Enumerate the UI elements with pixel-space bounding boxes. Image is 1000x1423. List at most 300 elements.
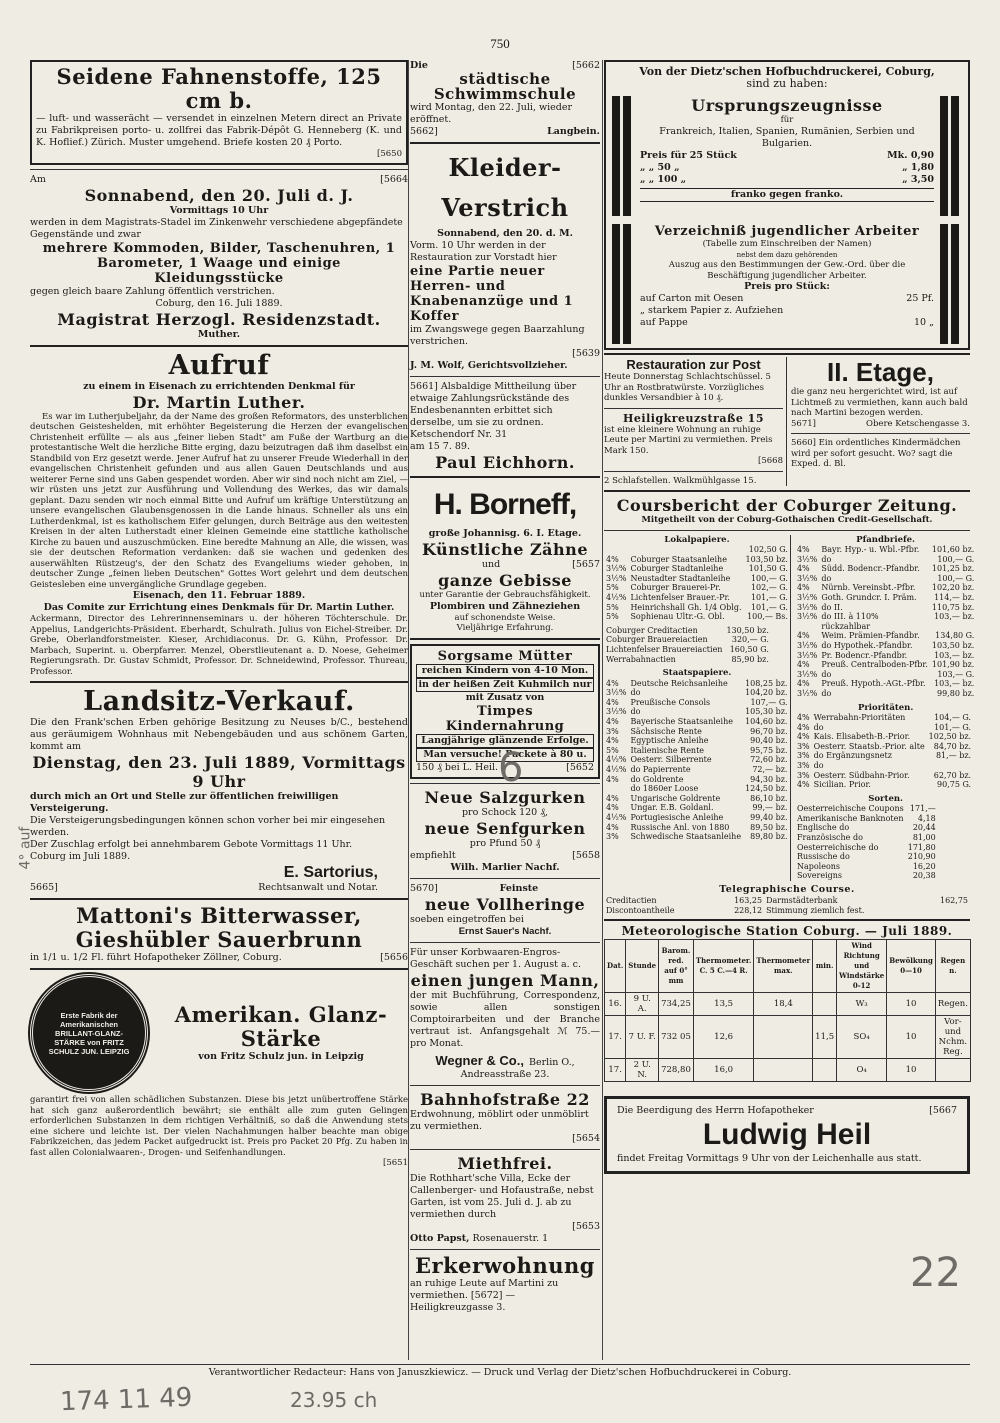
table-cell: 163,25 <box>734 896 763 905</box>
ad-text: an ruhige Leute auf Martini zu vermiethen. [5672] — Heiligkreuzgasse 3. <box>410 1277 559 1313</box>
ad-text: empfiehlt <box>410 849 456 861</box>
table-cell: Egyptische Anleihe <box>630 736 709 746</box>
table-row <box>795 564 976 574</box>
ad-aufruf <box>30 351 408 678</box>
table-cell: do <box>821 573 832 583</box>
table-cell: 4% <box>606 736 619 746</box>
ad-number: 5662] <box>410 126 438 137</box>
table-cell: 20,38 <box>912 871 936 881</box>
table-row <box>604 775 789 785</box>
ad-heiligkreuzstrasse <box>604 413 783 467</box>
ad-small: Feinste <box>499 882 539 894</box>
table-row <box>604 603 790 613</box>
ad-address: Rosenauerstr. 1 <box>472 1232 549 1244</box>
ad-text: Erdwohnung, möblirt oder unmöblirt zu vermiethen. <box>410 1108 589 1132</box>
table-row <box>795 761 973 771</box>
table-row <box>604 832 789 842</box>
ad-text: Plombiren und Zähneziehen <box>429 600 581 612</box>
ad-line: reichen Kindern von 4-10 Mon. <box>416 664 594 678</box>
table-row <box>604 698 789 708</box>
ad-number: 5665] <box>30 882 58 893</box>
table-cell: Discontoantheile <box>606 905 675 915</box>
ad-subtitle: zu einem in Eisenach zu errichtenden Denkmal für <box>83 380 355 392</box>
table-row <box>604 655 771 665</box>
table-cell: Pr. Bodencr.-Pfandbr. <box>821 650 908 660</box>
factory-seal-icon <box>30 974 148 1092</box>
table-cell: 16,0 <box>693 1059 754 1082</box>
table-row <box>795 771 973 781</box>
table-row <box>795 660 976 670</box>
ad-hofbuchdruckerei <box>604 60 970 350</box>
ad-date: Dienstag, den 23. Juli 1889, Vormittags 9 Uhr <box>32 753 406 791</box>
ad-wegner <box>410 947 600 1081</box>
table-cell <box>921 906 970 916</box>
table-cell: Bayr. Hyp.- u. Wbl.-Pfbr. <box>821 545 920 554</box>
table-row <box>795 814 938 824</box>
table-cell: 100,— Bs. <box>747 612 788 622</box>
ad-und: und <box>481 559 501 570</box>
table-cell: 16. <box>605 993 626 1016</box>
price-value: 25 Pf. <box>906 293 934 304</box>
table-cell: 12,6 <box>693 1016 754 1059</box>
table-cell: Coburger Creditactien <box>606 625 698 635</box>
table-cell: Sovereigns <box>796 871 842 881</box>
pencil-note: 6 <box>498 745 524 791</box>
table-cell: do 1860er Loose <box>630 784 699 794</box>
table-cell: 89,80 bz. <box>750 832 788 842</box>
table-cell: 4% <box>796 679 810 689</box>
table-header-cell: Wind Richtung und Windstärke 0-12 <box>837 940 887 993</box>
ad-text: Der Zuschlag erfolgt bei annehmbarem Gebote Vormittags 11 Uhr. <box>30 839 353 850</box>
table-cell: 104,60 bz. <box>745 717 788 726</box>
ad-title: Erkerwohnung <box>415 1252 595 1278</box>
table-cell: Coburger Stadtanleihe <box>630 564 724 574</box>
ad-text: Vorm. 10 Uhr werden in der Restauration zur Vorstadt hier <box>410 240 557 263</box>
ad-title: Verzeichniß jugendlicher Arbeiter <box>654 224 920 239</box>
table-cell: Russische do <box>796 852 850 862</box>
table-cell: 162,75 <box>940 896 968 905</box>
table-cell: W₃ <box>837 993 887 1016</box>
ad-landsitz <box>30 687 408 894</box>
ad-number: [5658 <box>572 849 600 861</box>
ad-number: [5650 <box>377 149 402 159</box>
table-row <box>795 742 973 752</box>
table-cell: 210,90 <box>907 852 936 862</box>
table-row <box>795 622 976 632</box>
price-row <box>640 150 934 162</box>
ad-glanzstaerke <box>30 974 408 1092</box>
table-cell: Preuß. Hypoth.-AGt.-Pfbr. <box>821 679 926 689</box>
table-cell <box>927 761 973 771</box>
prio-table <box>795 713 973 790</box>
table-row <box>604 765 789 775</box>
ad-address: Andreasstraße 23. <box>460 1068 550 1080</box>
table-cell: 3½% <box>796 640 818 650</box>
ad-miethfrei <box>410 1154 600 1245</box>
ad-number: [5653 <box>572 1220 600 1232</box>
price-value: Mk. 0,90 <box>887 149 934 161</box>
table-cell: 4½% <box>606 755 627 765</box>
price-label: auf Pappe <box>640 317 688 328</box>
ad-fahnenstoffe <box>30 60 408 165</box>
ad-intro: Die Beerdigung des Herrn Hofapotheker <box>617 1105 814 1117</box>
table-cell: 101,90 bz. <box>931 660 975 670</box>
ad-price: pro Pfund 50 ₰ <box>469 837 541 849</box>
ad-title: Mattoni's Bitterwasser, <box>76 903 362 928</box>
decorative-bars <box>612 224 634 344</box>
table-cell: 100,— G. <box>750 573 788 583</box>
table-cell: 96,70 bz. <box>750 726 788 736</box>
table-cell: 94,30 bz. <box>750 774 788 784</box>
table-header-cell: Bewölkung 0—10 <box>887 940 936 993</box>
ad-line: 150 ₰ bei L. Heil. <box>416 761 499 773</box>
ad-title: Restauration zur Post <box>626 357 761 372</box>
ad-line: mit Zusatz von <box>465 691 545 703</box>
table-row <box>795 593 976 603</box>
table-cell: 101,60 bz. <box>931 545 975 554</box>
table-row <box>795 751 973 761</box>
ad-title: neue Vollheringe <box>424 894 586 914</box>
table-cell: 104,— G. <box>934 713 972 722</box>
ad-date: am 15 7. 89. <box>410 441 470 452</box>
table-cell: 99,— bz. <box>752 803 788 813</box>
table-cell: 732 05 <box>659 1016 694 1059</box>
table-cell: 3½% <box>796 612 818 622</box>
table-row <box>604 555 790 565</box>
ad-sub: (Tabelle zum Einschreiben der Namen) <box>702 239 872 249</box>
table-header-cell: Thermometer max. <box>754 940 813 993</box>
decorative-bars <box>612 96 634 216</box>
column-rule-2 <box>602 60 603 1360</box>
ad-name: Otto Papst, <box>410 1232 470 1244</box>
table-cell: Italienische Rente <box>630 745 705 755</box>
table-cell: Heinrichshall Gh. 1/4 Oblg. <box>630 602 742 612</box>
price-list <box>640 150 934 186</box>
table-row <box>795 670 976 680</box>
table-row <box>795 833 938 843</box>
table-cell: Preußische Consols <box>630 697 711 707</box>
ad-title: II. Etage, <box>827 357 934 387</box>
table-cell: 3½% <box>606 707 627 717</box>
table-cell: 4% <box>796 545 810 554</box>
table-cell: Oesterr. Silberrente <box>630 755 712 765</box>
ad-name: Wegner & Co., <box>435 1052 524 1068</box>
ad-name: Paul Eichhorn. <box>435 453 575 472</box>
table-cell: Stimmung ziemlich fest. <box>766 905 865 915</box>
ad-title: Heiligkreuzstraße 15 <box>623 411 764 425</box>
table-cell: 18,4 <box>754 993 813 1016</box>
ad-head: ganze Gebisse <box>438 571 572 590</box>
ad-text: gegen gleich baare Zahlung öffentlich verstrichen. <box>30 285 275 297</box>
ad-name: Muther. <box>197 328 241 340</box>
table-cell: 3½% <box>606 564 627 574</box>
table-cell: Coburger Brauereiactien <box>606 635 708 645</box>
ad-maker: von Fritz Schulz jun. in Leipzig <box>198 1051 364 1062</box>
table-cell: Goth. Grundcr. I. Präm. <box>821 592 917 602</box>
table-row <box>795 555 976 565</box>
ad-bahnhofstrasse <box>410 1090 600 1145</box>
table-cell: 103,— bz. <box>934 650 975 660</box>
table-row <box>604 545 790 555</box>
table-cell: 3½% <box>796 650 818 660</box>
table-cell: 3% <box>606 832 619 842</box>
table-cell: SO₄ <box>837 1016 887 1059</box>
table-cell: 17. <box>605 1059 626 1082</box>
section-title: Pfandbriefe. <box>856 534 916 545</box>
table-cell: 9 U. A. <box>626 993 659 1016</box>
ad-text: unter Garantie der Gebrauchsfähigkeit. <box>419 590 591 600</box>
price-label: auf Carton mit Oesen <box>640 293 744 304</box>
ad-title: Neue Salzgurken <box>424 787 586 807</box>
table-row <box>604 727 789 737</box>
table-cell: Kais. Elisabeth-B.-Prior. <box>813 732 911 742</box>
ad-number: [5651 <box>383 1158 408 1168</box>
ad-eichhorn <box>410 381 600 472</box>
table-cell: 4% <box>796 631 810 641</box>
ad-title: H. Borneff, <box>433 488 577 521</box>
ad-items: mehrere Kommoden, Bilder, Taschenuhren, 1 Barometer, 1 Waage und einige Kleidungsstücke <box>42 240 396 286</box>
ad-text: im Zwangswege gegen Baarzahlung verstrichen. <box>410 324 585 347</box>
table-cell: 101,50 G. <box>748 564 788 574</box>
table-row <box>795 631 976 641</box>
table-cell: do III. à 110% <box>821 612 879 622</box>
ad-title: Gieshübler Sauerbrunn <box>75 927 363 952</box>
table-cell: 3½% <box>606 688 627 698</box>
price-value: „ 3,50 <box>902 173 934 185</box>
table-cell: 5% <box>606 602 619 612</box>
table-cell <box>813 993 837 1016</box>
ad-schlafstellen: 2 Schlafstellen. Walkmühlgasse 15. <box>604 475 757 486</box>
table-cell: 16,20 <box>912 861 936 871</box>
price-value: 10 „ <box>913 317 934 328</box>
ad-fuer: für <box>780 115 794 125</box>
table-row <box>604 593 790 603</box>
table-cell: 84,70 bz. <box>933 741 972 751</box>
table-row <box>795 612 976 622</box>
table-row <box>604 906 970 916</box>
ad-erkerwohnung <box>410 1254 600 1314</box>
ad-city: Berlin O., <box>529 1056 575 1068</box>
table-cell: do <box>630 707 641 717</box>
table-cell: Darmstädterbank <box>766 896 838 905</box>
table-cell: Oesterr. Südbahn-Prior. <box>813 770 910 780</box>
ad-name: Ernst Sauer's Nachf. <box>458 925 552 937</box>
ad-date: Sonnabend, den 20. d. M. <box>437 228 573 239</box>
table-cell: 3½% <box>796 669 818 679</box>
table-cell: 4% <box>796 732 810 742</box>
table-cell: Ungar. E.B. Goldanl. <box>630 803 714 813</box>
table-cell: 4% <box>796 713 810 722</box>
table-row <box>604 707 789 717</box>
ad-place: Ketschendorf Nr. 31 <box>410 429 508 440</box>
table-header-cell: min. <box>813 940 837 993</box>
table-cell: 104,20 bz. <box>745 688 788 698</box>
ad-head: Künstliche Zähne <box>422 540 588 559</box>
table-cell: 90,40 bz. <box>750 736 788 746</box>
table-cell: 734,25 <box>659 993 694 1016</box>
ad-title: Ursprungszeugnisse <box>691 96 883 115</box>
ad-sub: Preis pro Stück: <box>744 281 830 292</box>
table-row <box>604 626 771 636</box>
ad-number: [5662 <box>572 60 600 71</box>
table-cell <box>935 1059 970 1082</box>
table-cell: 103,— G. <box>937 669 975 679</box>
table-cell: Oesterr. Staatsb.-Prior. alte <box>813 741 925 751</box>
table-cell: 4% <box>606 822 619 832</box>
ad-items: eine Partie neuer Herren- und Knabenanzüge und 1 Koffer <box>410 264 574 324</box>
coursbericht <box>604 496 975 915</box>
ad-etage <box>791 357 970 429</box>
ad-restauration <box>604 357 783 404</box>
table-cell: 103,50 bz. <box>931 640 975 650</box>
table-cell: Nürnb. Vereinsbt.-Pfbr. <box>821 583 916 593</box>
seal-text: Erste Fabrik der Amerikanischen BRILLANT-GLANZ-STÄRKE von FRITZ SCHULZ JUN. LEIPZIG <box>48 1010 130 1056</box>
ad-address: große Johannisg. 6. I. Etage. <box>428 528 582 539</box>
table-cell: Vor- und Nchm. Reg. <box>935 1016 970 1059</box>
table-cell: 228,12 <box>734 905 763 915</box>
table-cell: 134,80 G. <box>935 631 975 641</box>
ad-title: neue Senfgurken <box>424 818 586 838</box>
table-row <box>604 803 789 813</box>
table-row <box>795 804 938 814</box>
ad-number: [5639 <box>572 348 600 359</box>
table-cell: 4% <box>796 780 810 790</box>
table-row <box>604 645 771 655</box>
column-middle <box>410 60 600 1317</box>
table-row <box>795 603 976 613</box>
table-cell: 101,— G. <box>750 592 788 602</box>
ad-address: Obere Ketschengasse 3. <box>866 418 970 429</box>
ad-franko: franko gegen franko. <box>640 188 934 202</box>
ad-name: Wilh. Marlier Nachf. <box>450 861 560 873</box>
table-row <box>604 746 789 756</box>
table-header-cell: Regen n. <box>935 940 970 993</box>
table-cell: 85,90 bz. <box>731 654 769 664</box>
table-row <box>795 780 973 790</box>
table-cell: Deutsche Reichsanleihe <box>630 678 728 688</box>
table-cell <box>604 545 628 555</box>
table-row <box>795 871 938 881</box>
ad-schwimmschule <box>410 60 600 138</box>
table-cell: 108,25 bz. <box>745 678 788 688</box>
table-row <box>604 736 789 746</box>
table-cell <box>813 1059 837 1082</box>
table-row <box>795 823 938 833</box>
table-cell: 95,75 bz. <box>750 745 788 755</box>
table-header-cell: Thermometer. C. 5 C.—4 R. <box>693 940 754 993</box>
table-row <box>795 574 976 584</box>
price-label: „ „ 100 „ <box>640 173 687 185</box>
table-row <box>604 784 789 794</box>
table-cell: Coburger Staatsanleihe <box>630 554 727 564</box>
ad-number: [5667 <box>929 1105 957 1117</box>
table-cell: Regen. <box>935 993 970 1016</box>
ad-auction <box>30 174 408 341</box>
ad-line: in der heißen Zeit Kuhmilch nur <box>416 678 594 692</box>
column-left <box>30 60 408 1169</box>
table-header-cell: Stunde <box>626 940 659 993</box>
ad-title: städtische Schwimmschule <box>433 70 577 103</box>
table-cell: 17. <box>605 1016 626 1059</box>
table-cell: do Hypothek.-Pfandbr. <box>821 640 913 650</box>
ad-place: Coburg, den 16. Juli 1889. <box>155 297 283 309</box>
price-row <box>640 162 934 174</box>
table-row <box>604 794 789 804</box>
decorative-bars <box>940 224 962 344</box>
table-row <box>604 813 789 823</box>
table-row <box>604 679 789 689</box>
ad-sub: Auszug aus den Bestimmungen der Gew.-Ord. über die Beschäftigung jugendlicher Arbeiter. <box>668 260 906 281</box>
table-cell: 3% <box>796 751 810 761</box>
table-cell: 4% <box>606 803 619 813</box>
ad-text: die ganz neu hergerichtet wird, ist auf Lichtmeß zu vermiethen, kann auch bald nach Martini bezogen werden. <box>791 387 968 418</box>
section-title: Lokalpapiere. <box>664 534 730 545</box>
table-cell: 110,75 bz. <box>931 602 975 612</box>
ad-line: Langjährige glänzende Erfolge. <box>416 734 594 748</box>
ad-title: Bahnhofstraße 22 <box>420 1089 590 1109</box>
ad-number: [5664 <box>380 173 408 185</box>
ad-name: Langbein. <box>547 126 600 137</box>
table-cell: Weim. Prämien-Pfandbr. <box>821 631 920 641</box>
table-cell: 7 U. F. <box>626 1016 659 1059</box>
table-cell: 105,30 bz. <box>745 707 788 717</box>
table-row <box>795 651 976 661</box>
ad-mattoni <box>30 904 408 964</box>
footer-imprint: Verantwortlicher Redacteur: Hans von Januszkiewicz. — Druck und Verlag der Dietz'schen Hofbuchdruckerei in Coburg. <box>30 1364 970 1379</box>
table-cell: 130,50 bz. <box>726 625 769 635</box>
column-rule-1 <box>408 60 409 1360</box>
table-cell: 160,50 G. <box>729 644 769 654</box>
ad-committee: Das Comite zur Errichtung eines Denkmals für Dr. Martin Luther. <box>43 602 395 613</box>
table-cell: Russische Anl. von 1880 <box>630 822 730 832</box>
table-cell: 4% <box>606 774 619 784</box>
ad-title: Amerikan. Glanz-Stärke <box>174 1002 388 1051</box>
table-cell: 89,50 bz. <box>750 822 788 832</box>
price-row <box>640 174 934 186</box>
ad-text: Die den Frank'schen Erben gehörige Besitzung zu Neuses b/C., bestehend aus geräumigem Wohnhaus mit Nebengebäuden und aus schönem Garten, kommt am <box>30 717 408 752</box>
price-label: „ starkem Papier z. Aufziehen <box>640 305 784 316</box>
table-cell: do Ergänzungsnetz <box>813 751 892 761</box>
ad-kleiderverstrich <box>410 148 600 372</box>
ad-text: durch mich an Ort und Stelle zur öffentlichen freiwilligen Versteigerung. <box>30 791 339 814</box>
table-cell: 81,00 <box>912 833 936 843</box>
ad-name: Ludwig Heil <box>702 1118 872 1152</box>
table-cell: do <box>821 554 832 564</box>
table-cell: 124,50 bz. <box>745 784 788 794</box>
ad-title: Landsitz-Verkauf. <box>83 686 355 717</box>
table-cell: 102,50 G. <box>748 545 788 554</box>
ad-line: Sorgsame Mütter <box>437 648 573 664</box>
table-row <box>604 583 790 593</box>
ad-text: auf schonendste Weise. <box>454 612 556 623</box>
table-cell <box>754 1059 813 1082</box>
table-cell: Englische do <box>796 823 850 833</box>
table-cell: 102,— G. <box>750 583 788 593</box>
table-cell: 103,50 bz. <box>745 554 788 564</box>
table-cell: Sophienau Ultr.-G. Obl. <box>630 612 725 622</box>
table-cell: Creditactien <box>606 896 657 905</box>
table-cell: Bayerische Staatsanleihe <box>630 717 733 726</box>
ad-title: einen jungen Mann, <box>410 970 600 990</box>
table-cell: 4% <box>796 660 810 670</box>
price-label: „ „ 50 „ <box>640 161 680 173</box>
table-cell: 101,— G. <box>750 602 788 612</box>
table-cell: do <box>813 760 824 770</box>
table-cell: 4% <box>796 583 810 593</box>
ad-name: J. M. Wolf, Gerichtsvollzieher. <box>410 360 568 371</box>
table-cell <box>628 545 743 555</box>
ad-kindermaedchen: 5660] Ein ordentliches Kindermädchen wird per sofort gesucht. Wo? sagt die Exped. d. Bl. <box>791 438 961 469</box>
